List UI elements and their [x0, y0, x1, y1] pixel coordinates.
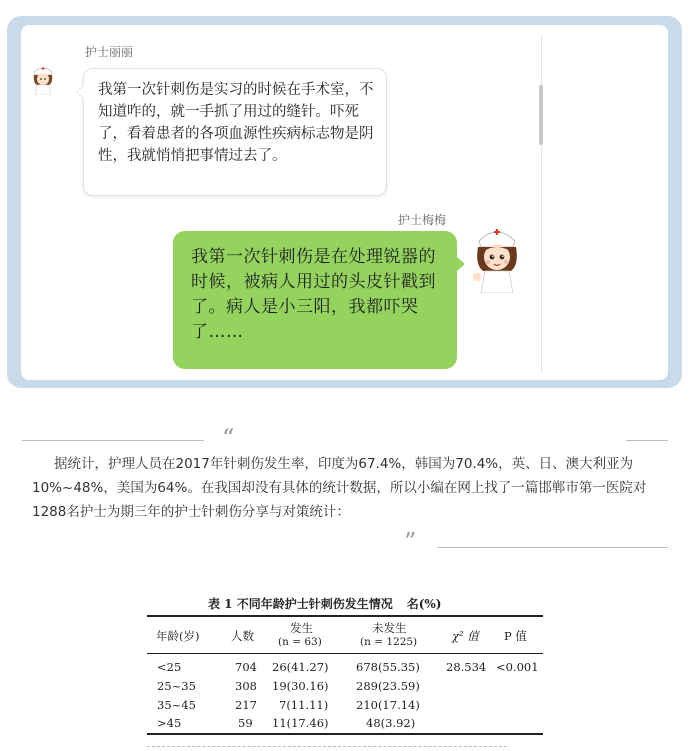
table-title-unit: 名(%) [406, 597, 442, 611]
header-not-occurred-n: (n = 1225) [360, 636, 418, 648]
chat-scrollbar[interactable] [539, 85, 543, 145]
row1-occurred: 26(41.27) [272, 660, 329, 674]
row1-age: <25 [157, 660, 182, 674]
table-header-rule [147, 653, 543, 654]
row1-count: 704 [235, 660, 257, 674]
open-quote-mark: “ [222, 424, 235, 452]
chat-panel [21, 25, 668, 380]
message-text-lili: 我第一次针刺伤是实习的时候在手术室，不知道咋的，就一手抓了用过的缝针。吓死了，看着患者的各项血源性疾病标志物是阴性，我就悄悄把事情过去了。 [98, 82, 374, 164]
header-p: P 值 [504, 629, 527, 643]
row2-count: 308 [235, 679, 257, 693]
table-bottom-rule [147, 733, 543, 735]
quote-rule-right [626, 440, 668, 441]
table-top-rule [147, 615, 543, 617]
row4-count: 59 [238, 716, 253, 730]
quote-rule-left [22, 440, 204, 441]
row4-occurred: 11(17.46) [272, 716, 329, 730]
row3-age: 35~45 [157, 698, 196, 712]
header-count: 人数 [231, 629, 254, 643]
row4-age: >45 [157, 716, 182, 730]
row2-occurred: 19(30.16) [272, 679, 329, 693]
header-occurred-n: (n = 63) [278, 636, 322, 648]
row3-count: 217 [235, 698, 257, 712]
message-bubble-lili [83, 68, 387, 196]
row2-not-occurred: 289(23.59) [356, 679, 420, 693]
nurse-meimei-avatar-icon [469, 221, 525, 293]
header-not-occurred: 未发生 [372, 621, 407, 635]
row1-chi2: 28.534 [446, 660, 487, 674]
row1-p: <0.001 [496, 660, 539, 674]
row3-not-occurred: 210(17.14) [356, 698, 420, 712]
sender-name-meimei: 护士梅梅 [398, 213, 447, 227]
row3-occurred: 7(11.11) [279, 698, 329, 712]
table-title-text: 表 1 不同年龄护士针刺伤发生情况 [208, 597, 393, 611]
quote-rule-bottom [438, 547, 668, 548]
nurse-lili-avatar-icon [29, 63, 57, 95]
row1-not-occurred: 678(55.35) [356, 660, 420, 674]
statistics-paragraph: 据统计，护理人员在2017年针刺伤发生率，印度为67.4%，韩国为70.4%，英、日、澳大利亚为10%~48%，美国为64%。在我国却没有具体的统计数据，所以小编在网上找了一篇邯郸市第一医院对1288名护士为期三年的护士针刺伤分享与对策统计： [32, 456, 647, 520]
message-text-meimei: 我第一次针刺伤是在处理锐器的时候，被病人用过的头皮针戳到了。病人是小三阳，我都吓哭了…… [191, 247, 436, 342]
close-quote-mark: ” [404, 528, 417, 556]
header-age: 年龄(岁) [156, 629, 200, 643]
table-title [208, 595, 441, 612]
row4-not-occurred: 48(3.92) [366, 716, 416, 730]
header-chi2: χ² 值 [452, 629, 479, 643]
row2-age: 25~35 [157, 679, 196, 693]
sender-name-lili: 护士丽丽 [85, 45, 134, 59]
chat-panel-frame [7, 16, 682, 388]
message-bubble-meimei [173, 231, 457, 369]
header-occurred: 发生 [290, 621, 313, 635]
page-cut-rule [147, 746, 507, 747]
